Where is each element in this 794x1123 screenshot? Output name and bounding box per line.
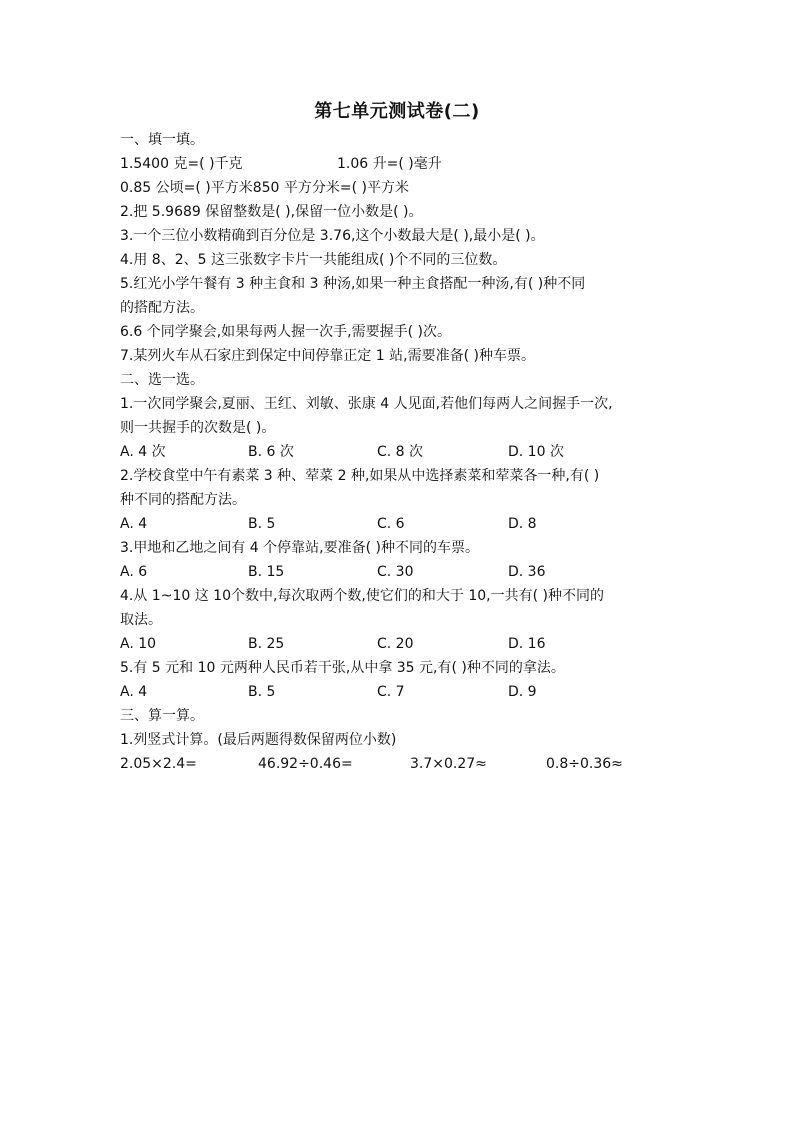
question-1a: 1.5400 克=( )千克	[120, 156, 243, 172]
choice-3-option-c: C. 30	[377, 564, 414, 580]
choice-3-option-b: B. 15	[248, 564, 285, 580]
calc-instruction: 1.列竖式计算。(最后两题得数保留两位小数)	[120, 732, 397, 748]
choice-1-option-b: B. 6 次	[248, 444, 294, 460]
calc-item-3: 3.7×0.27≈	[410, 756, 487, 772]
choice-question-4-line1: 4.从 1~10 这 10个数中,每次取两个数,使它们的和大于 10,一共有( )种不同的	[120, 588, 604, 604]
question-1b: 1.06 升=( )毫升	[337, 156, 442, 172]
choice-3-option-d: D. 36	[508, 564, 546, 580]
question-1c: 0.85 公顷=( )平方米850 平方分米=( )平方米	[120, 180, 410, 196]
choice-5-option-a: A. 4	[120, 684, 148, 700]
calc-item-4: 0.8÷0.36≈	[546, 756, 623, 772]
choice-4-option-c: C. 20	[377, 636, 414, 652]
question-4: 4.用 8、2、5 这三张数字卡片一共能组成( )个不同的三位数。	[120, 252, 507, 268]
choice-question-1-line1: 1.一次同学聚会,夏丽、王红、刘敏、张康 4 人见面,若他们每两人之间握手一次,	[120, 396, 613, 412]
choice-2-option-a: A. 4	[120, 516, 148, 532]
choice-3-option-a: A. 6	[120, 564, 148, 580]
calc-item-2: 46.92÷0.46=	[258, 756, 353, 772]
question-5-line2: 的搭配方法。	[120, 300, 204, 316]
calc-item-1: 2.05×2.4=	[120, 756, 197, 772]
choice-question-5: 5.有 5 元和 10 元两种人民币若干张,从中拿 35 元,有( )种不同的拿法。	[120, 660, 565, 676]
choice-question-3: 3.甲地和乙地之间有 4 个停靠站,要准备( )种不同的车票。	[120, 540, 479, 556]
choice-question-1-line2: 则一共握手的次数是( )。	[120, 420, 276, 436]
choice-4-option-b: B. 25	[248, 636, 285, 652]
choice-1-option-d: D. 10 次	[508, 444, 564, 460]
question-3: 3.一个三位小数精确到百分位是 3.76,这个小数最大是( ),最小是( )。	[120, 228, 545, 244]
choice-1-option-c: C. 8 次	[377, 444, 424, 460]
question-7: 7.某列火车从石家庄到保定中间停靠正定 1 站,需要准备( )种车票。	[120, 348, 535, 364]
section-heading-calculate: 三、算一算。	[120, 708, 204, 724]
choice-question-4-line2: 取法。	[120, 612, 162, 628]
choice-2-option-b: B. 5	[248, 516, 276, 532]
choice-2-option-d: D. 8	[508, 516, 537, 532]
choice-1-option-a: A. 4 次	[120, 444, 166, 460]
section-heading-choose: 二、选一选。	[120, 372, 204, 388]
choice-question-2-line2: 种不同的搭配方法。	[120, 492, 246, 508]
question-5-line1: 5.红光小学午餐有 3 种主食和 3 种汤,如果一种主食搭配一种汤,有( )种不同	[120, 276, 586, 292]
choice-5-option-c: C. 7	[377, 684, 405, 700]
question-6: 6.6 个同学聚会,如果每两人握一次手,需要握手( )次。	[120, 324, 451, 340]
question-2: 2.把 5.9689 保留整数是( ),保留一位小数是( )。	[120, 204, 423, 220]
section-heading-fill: 一、填一填。	[120, 132, 204, 148]
choice-5-option-b: B. 5	[248, 684, 276, 700]
choice-4-option-d: D. 16	[508, 636, 546, 652]
choice-2-option-c: C. 6	[377, 516, 405, 532]
choice-4-option-a: A. 10	[120, 636, 157, 652]
choice-5-option-d: D. 9	[508, 684, 537, 700]
page-title: 第七单元测试卷(二)	[314, 101, 480, 122]
choice-question-2-line1: 2.学校食堂中午有素菜 3 种、荤菜 2 种,如果从中选择素菜和荤菜各一种,有( )	[120, 468, 600, 484]
